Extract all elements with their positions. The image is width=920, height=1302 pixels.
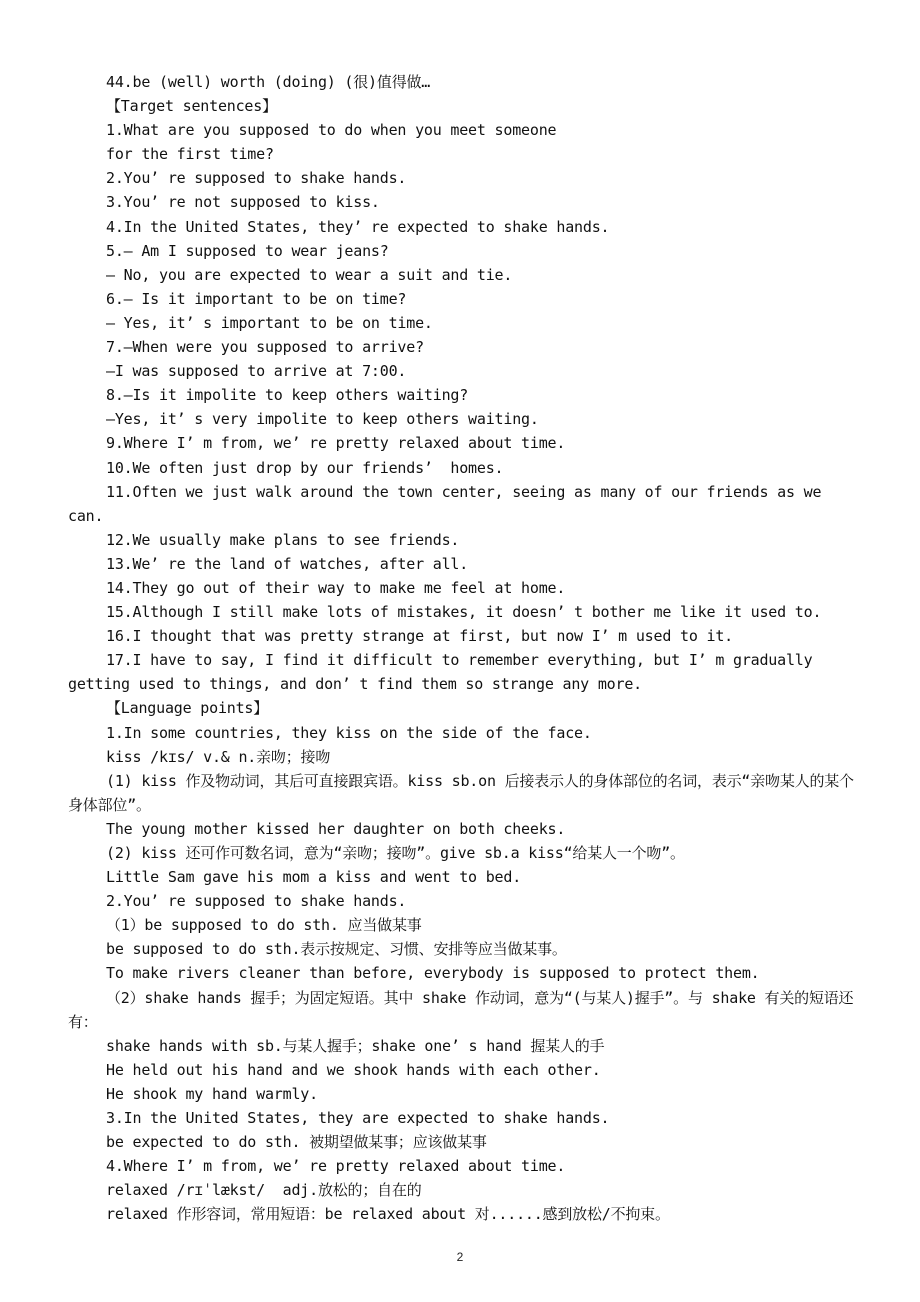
- text-line: 3.You’ re not supposed to kiss.: [106, 193, 380, 212]
- text-line: （2）shake hands 握手；为固定短语。其中 shake 作动词，意为“(与某人)握手”。与 shake 有关的短语还有：: [68, 988, 854, 1031]
- text-line: 【Target sentences】: [106, 97, 277, 116]
- text-line: 【Language points】: [106, 699, 269, 718]
- text-line: 13.We’ re the land of watches, after all.: [106, 554, 469, 573]
- text-line: （1）be supposed to do sth. 应当做某事: [106, 916, 422, 935]
- text-line: (2) kiss 还可作可数名词，意为“亲吻；接吻”。give sb.a kiss“给某人一个吻”。: [106, 844, 685, 862]
- text-line: He held out his hand and we shook hands with each other.: [106, 1060, 601, 1079]
- text-line: 8.—Is it impolite to keep others waiting?: [106, 386, 469, 405]
- text-line: 3.In the United States, they are expected to shake hands.: [106, 1109, 610, 1128]
- text-line: be expected to do sth. 被期望做某事；应该做某事: [106, 1133, 487, 1152]
- document-body: [68, 70, 860, 1227]
- text-line: (1) kiss 作及物动词，其后可直接跟宾语。kiss sb.on 后接表示人的身体部位的名词，表示“亲吻某人的某个身体部位”。: [68, 771, 854, 814]
- text-line: 17.I have to say, I find it difficult to remember everything, but I’ m gradually getting used to things, and don’ t find them so strange any more.: [68, 651, 822, 694]
- text-line: 7.—When were you supposed to arrive?: [106, 338, 424, 357]
- text-line: shake hands with sb.与某人握手；shake one’ s hand 握某人的手: [106, 1036, 605, 1055]
- text-line: 2.You’ re supposed to shake hands.: [106, 169, 407, 188]
- text-line: 1.What are you supposed to do when you meet someone: [106, 121, 557, 140]
- text-line: 1.In some countries, they kiss on the side of the face.: [106, 723, 592, 742]
- text-line: 2.You’ re supposed to shake hands.: [106, 892, 407, 911]
- text-line: —Yes, it’ s very impolite to keep others waiting.: [106, 410, 539, 429]
- text-line: kiss /kɪs/ v.& n.亲吻；接吻: [106, 747, 331, 766]
- text-line: 10.We often just drop by our friends’ homes.: [106, 458, 504, 477]
- text-line: 14.They go out of their way to make me feel at home.: [106, 578, 566, 597]
- text-line: 12.We usually make plans to see friends.: [106, 530, 460, 549]
- text-line: 15.Although I still make lots of mistakes, it doesn’ t bother me like it used to.: [106, 603, 822, 622]
- text-line: for the first time?: [106, 145, 274, 164]
- text-line: — No, you are expected to wear a suit and tie.: [106, 265, 513, 284]
- text-line: be supposed to do sth.表示按规定、习惯、安排等应当做某事。: [106, 940, 567, 959]
- text-line: To make rivers cleaner than before, everybody is supposed to protect them.: [106, 964, 760, 983]
- text-line: 4.Where I’ m from, we’ re pretty relaxed about time.: [106, 1157, 566, 1176]
- text-line: 11.Often we just walk around the town center, seeing as many of our friends as we can.: [68, 482, 831, 525]
- text-line: 6.— Is it important to be on time?: [106, 289, 407, 308]
- text-line: 44.be (well) worth (doing) (很)值得做…: [106, 73, 431, 91]
- text-line: 5.— Am I supposed to wear jeans?: [106, 241, 389, 260]
- text-line: Little Sam gave his mom a kiss and went to bed.: [106, 868, 522, 887]
- text-line: 16.I thought that was pretty strange at first, but now I’ m used to it.: [106, 627, 733, 646]
- text-line: — Yes, it’ s important to be on time.: [106, 313, 433, 332]
- text-line: 9.Where I’ m from, we’ re pretty relaxed about time.: [106, 434, 566, 453]
- text-line: relaxed /rɪˈlækst/ adj.放松的；自在的: [106, 1181, 422, 1200]
- page-number: 2: [456, 1250, 464, 1264]
- text-line: 4.In the United States, they’ re expected to shake hands.: [106, 217, 610, 236]
- text-line: relaxed 作形容词，常用短语：be relaxed about 对......感到放松/不拘束。: [106, 1205, 670, 1224]
- text-line: The young mother kissed her daughter on both cheeks.: [106, 819, 566, 838]
- text-line: —I was supposed to arrive at 7:00.: [106, 362, 407, 381]
- text-line: He shook my hand warmly.: [106, 1084, 318, 1103]
